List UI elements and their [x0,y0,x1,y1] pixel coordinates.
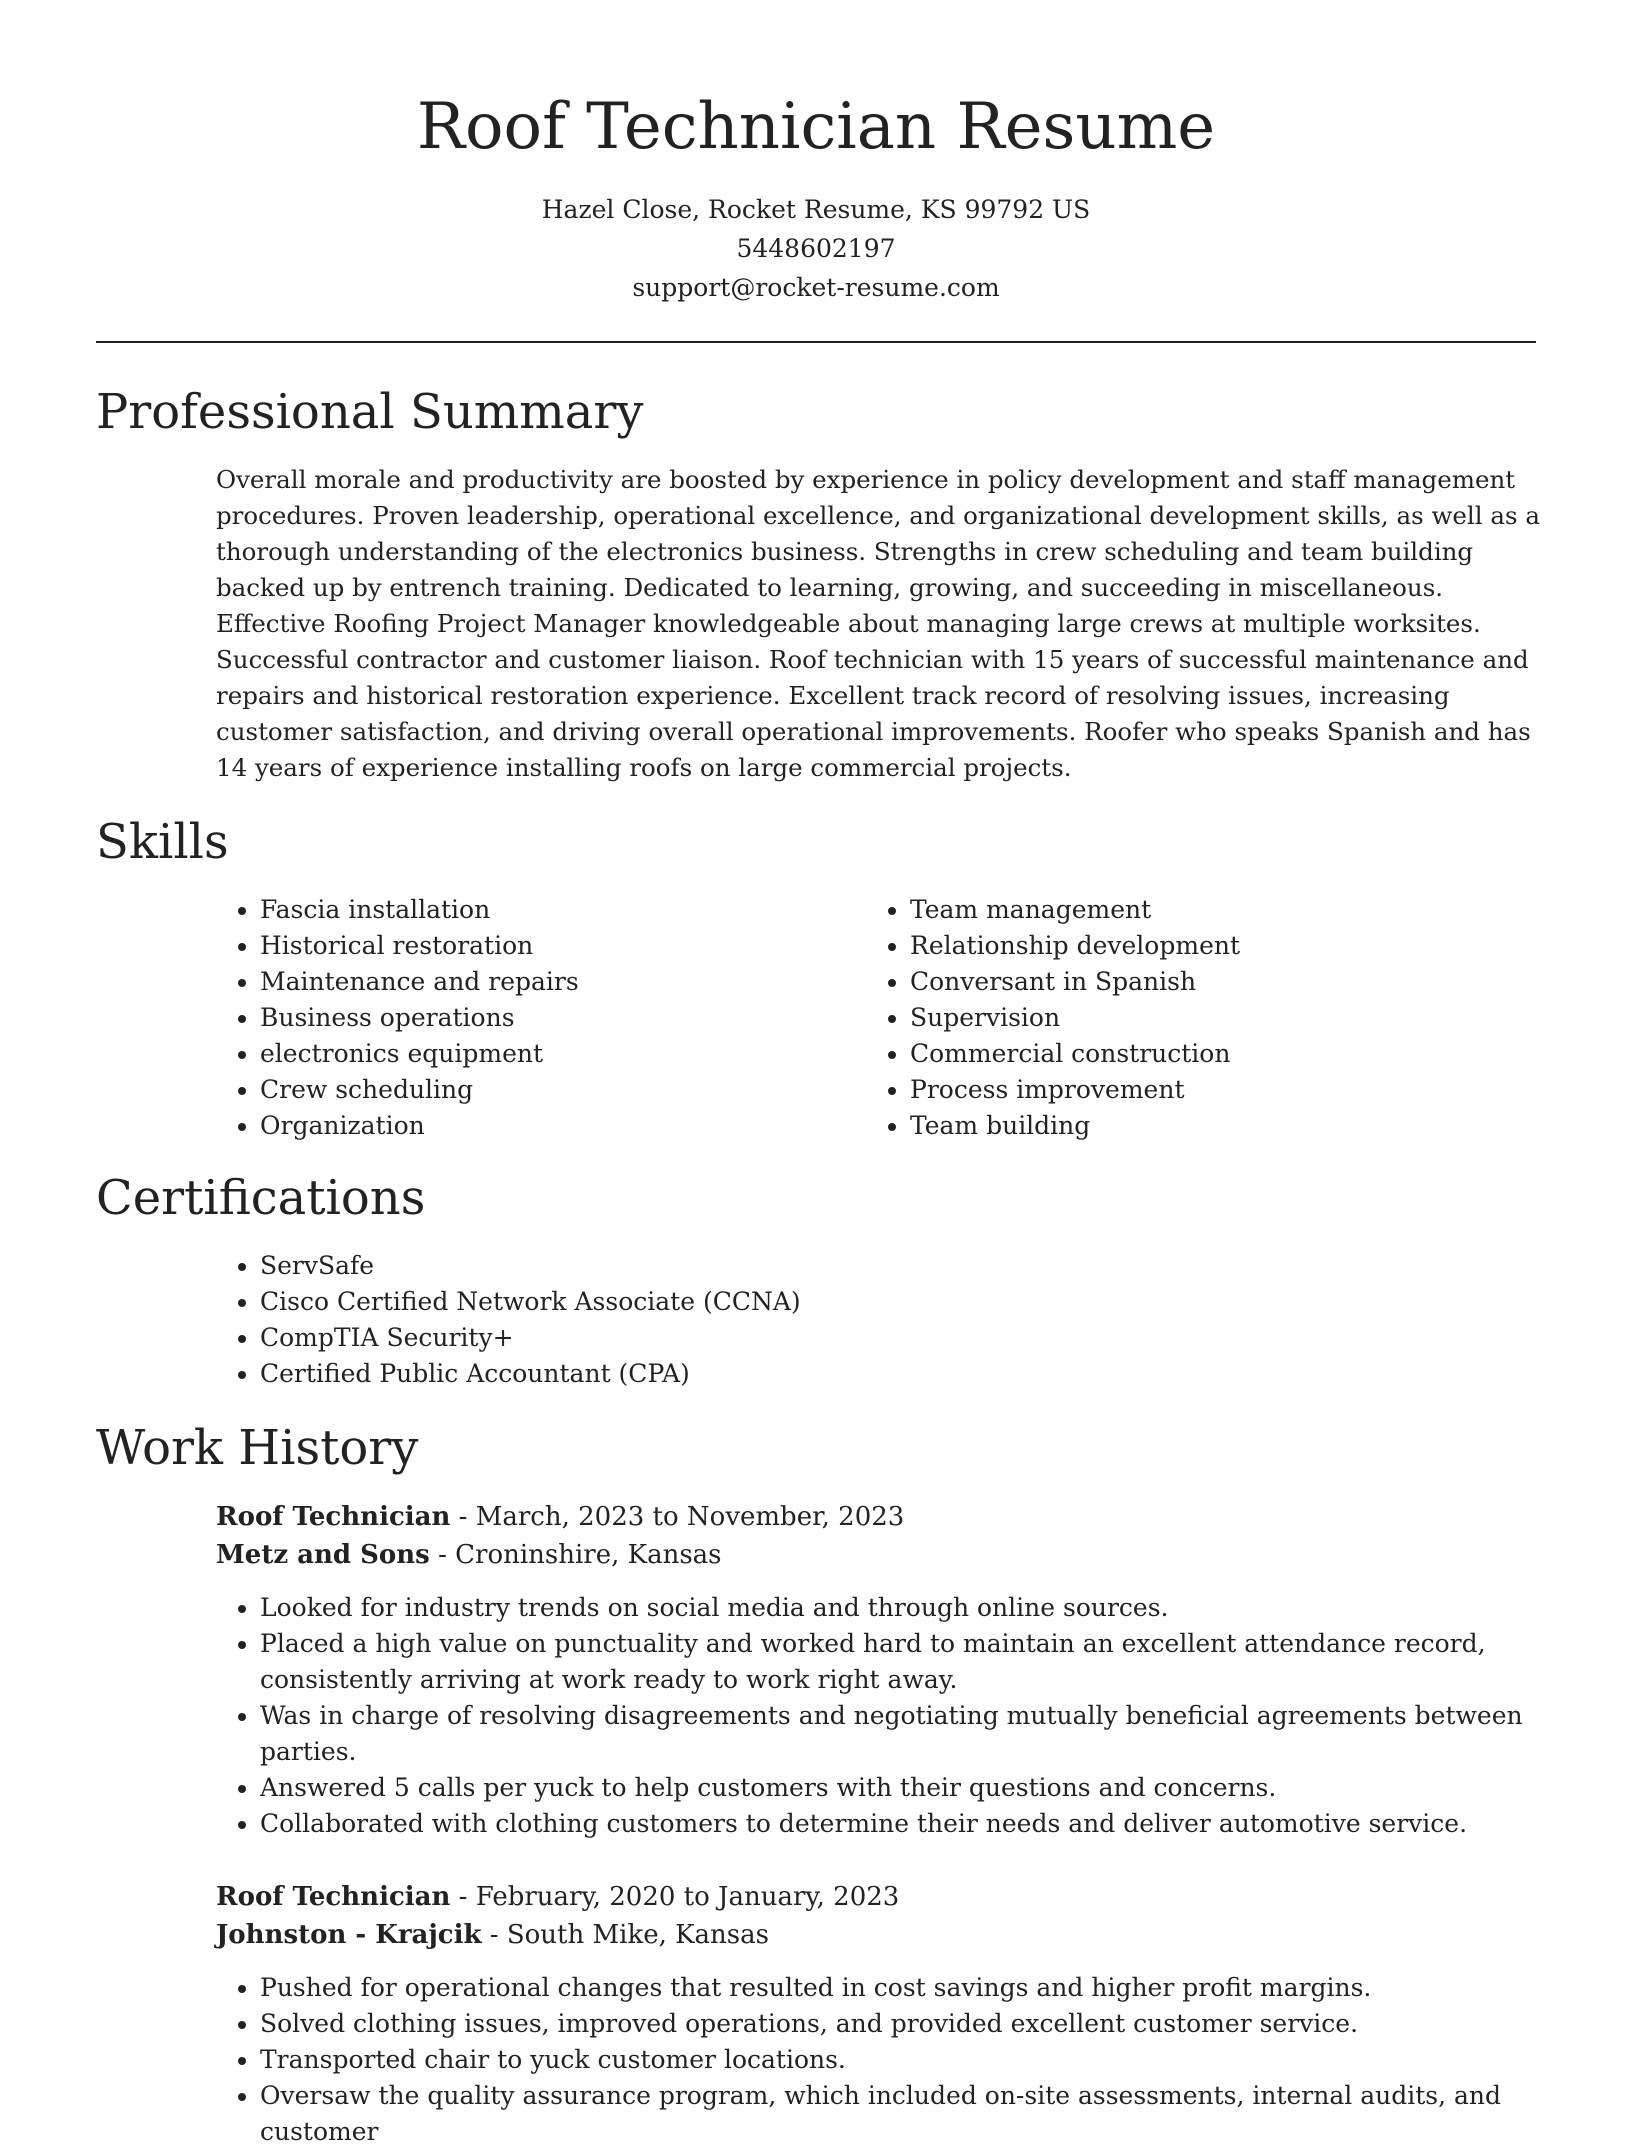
job-duties-list [216,1590,1540,1842]
job-dates: March, 2023 to November, 2023 [475,1502,905,1532]
list-item: • Conversant in Spanish [910,964,1506,1000]
skills-right-list [866,892,1506,1144]
list-item: • Certified Public Accountant (CPA) [260,1356,801,1392]
job-location: South Mike, Kansas [506,1920,769,1950]
job-company: Johnston - Krajcik [216,1920,482,1950]
list-item: • Collaborated with clothing customers to determine their needs and deliver automotive service. [260,1806,1540,1842]
certifications-block [216,1248,801,1392]
skills-left-column [216,892,816,1144]
list-item: • Oversaw the quality assurance program, which included on-site assessments, internal audits, and customer [260,2078,1540,2150]
work-history-heading: Work History [96,1420,419,1476]
list-item: • Process improvement [910,1072,1506,1108]
job-title-line [216,1498,1540,1536]
job-dates: February, 2020 to January, 2023 [475,1882,900,1912]
job-company: Metz and Sons [216,1540,430,1570]
job-title: Roof Technician [216,1882,451,1912]
job-separator: - [458,1882,476,1912]
job-location: Croninshire, Kansas [455,1540,722,1570]
list-item: • Supervision [910,1000,1506,1036]
list-item: • Organization [260,1108,816,1144]
list-item: • Commercial construction [910,1036,1506,1072]
job-title: Roof Technician [216,1502,451,1532]
skills-heading: Skills [96,814,229,870]
list-item: • Relationship development [910,928,1506,964]
job-title-line [216,1878,1540,1916]
summary-heading: Professional Summary [96,384,644,440]
list-item: • Maintenance and repairs [260,964,816,1000]
contact-block [0,190,1632,307]
list-item: • Fascia installation [260,892,816,928]
header-divider [96,341,1536,343]
job-separator: - [438,1540,456,1570]
list-item: • Placed a high value on punctuality and worked hard to maintain an excellent attendance record, consistently arriving at work ready to work right away. [260,1626,1540,1698]
list-item: • Business operations [260,1000,816,1036]
job-company-line [216,1536,1540,1574]
list-item: • Pushed for operational changes that resulted in cost savings and higher profit margins. [260,1970,1540,2006]
job-entry [216,1878,1540,2150]
job-entry [216,1498,1540,1842]
contact-address: Hazel Close, Rocket Resume, KS 99792 US [541,195,1091,224]
job-separator: - [489,1920,507,1950]
list-item: • Solved clothing issues, improved operations, and provided excellent customer service. [260,2006,1540,2042]
job-duties-list [216,1970,1540,2150]
certifications-list [216,1248,801,1392]
job-company-line [216,1916,1540,1954]
contact-email: support@rocket-resume.com [632,273,1000,302]
contact-phone: 5448602197 [736,234,896,263]
list-item: • electronics equipment [260,1036,816,1072]
list-item: • Team building [910,1108,1506,1144]
list-item: • CompTIA Security+ [260,1320,801,1356]
list-item: • Looked for industry trends on social media and through online sources. [260,1590,1540,1626]
skills-right-column [866,892,1506,1144]
list-item: • Was in charge of resolving disagreements and negotiating mutually beneficial agreements between parties. [260,1698,1540,1770]
list-item: • Answered 5 calls per yuck to help customers with their questions and concerns. [260,1770,1540,1806]
resume-title: Roof Technician Resume [416,90,1216,164]
job-separator: - [458,1502,476,1532]
list-item: • Historical restoration [260,928,816,964]
summary-text: Overall morale and productivity are boosted by experience in policy development and staff management procedures. Proven leadership, operational excellence, and organizational development skills, as well as a thorough understanding of the electronics business. Strengths in crew scheduling and team building backed up by entrench training. Dedicated to learning, growing, and succeeding in miscellaneous. Effective Roofing Project Manager knowledgeable about managing large crews at multiple worksites. Successful contractor and customer liaison. Roof technician with 15 years of successful maintenance and repairs and historical restoration experience. Excellent track record of resolving issues, increasing customer satisfaction, and driving overall operational improvements. Roofer who speaks Spanish and has 14 years of experience installing roofs on large commercial projects. [216,465,1540,782]
list-item: • Cisco Certified Network Associate (CCNA) [260,1284,801,1320]
list-item: • ServSafe [260,1248,801,1284]
skills-left-list [216,892,816,1144]
list-item: • Transported chair to yuck customer locations. [260,2042,1540,2078]
certifications-heading: Certifications [96,1170,426,1226]
list-item: • Team management [910,892,1506,928]
list-item: • Crew scheduling [260,1072,816,1108]
